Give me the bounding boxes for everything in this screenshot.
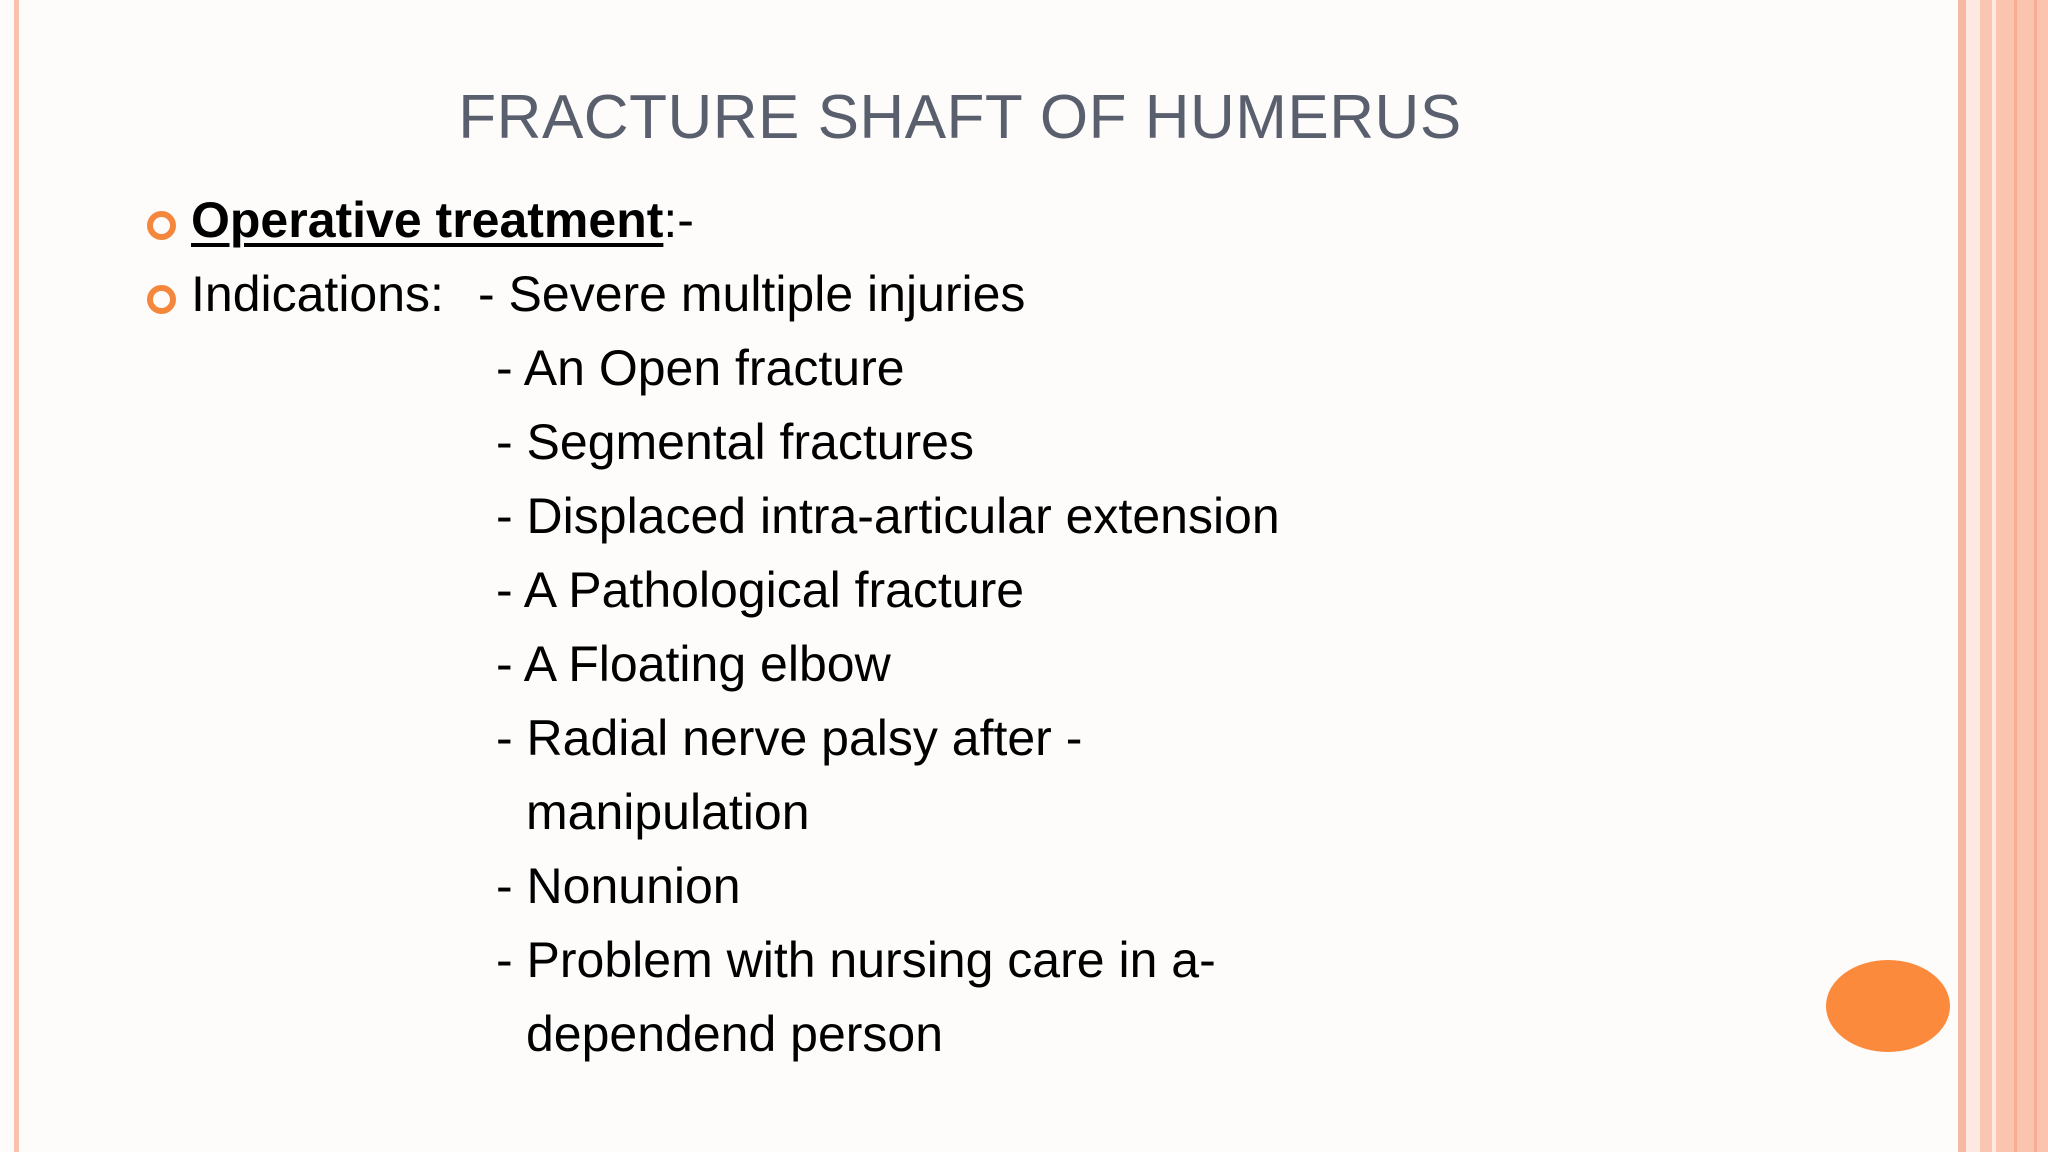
right-border-stripe [1996,0,2048,1152]
indication-item: - Problem with nursing care in a- [496,932,1216,988]
indications-label: Indications: [191,266,444,322]
right-border-stripe [2034,0,2037,1152]
indication-item: - Segmental fractures [496,414,974,470]
slide-title: FRACTURE SHAFT OF HUMERUS [458,83,1462,152]
right-border-stripe [1958,0,1966,1152]
right-border-stripe [1980,0,1992,1152]
indication-item: - Displaced intra-articular extension [496,488,1280,544]
decorative-orange-circle [1826,960,1950,1052]
right-border-stripe [2014,0,2017,1152]
indication-item: - Severe multiple injuries [478,266,1026,322]
indication-item: - A Pathological fracture [496,562,1025,618]
bullet-circle-icon [147,285,176,314]
indication-item-continuation: manipulation [526,784,810,840]
left-border-line [14,0,19,1152]
bullet-operative-treatment [191,190,694,250]
indication-item: - A Floating elbow [496,636,891,692]
operative-treatment-suffix: :- [663,192,694,248]
operative-treatment-heading: Operative treatment [191,192,664,248]
indication-item: - An Open fracture [496,340,905,396]
indication-item: - Radial nerve palsy after - [496,710,1083,766]
indication-item-continuation: dependend person [526,1006,944,1062]
indication-item: - Nonunion [496,858,741,914]
bullet-circle-icon [147,211,176,240]
right-border-stripe [1966,0,1980,1152]
